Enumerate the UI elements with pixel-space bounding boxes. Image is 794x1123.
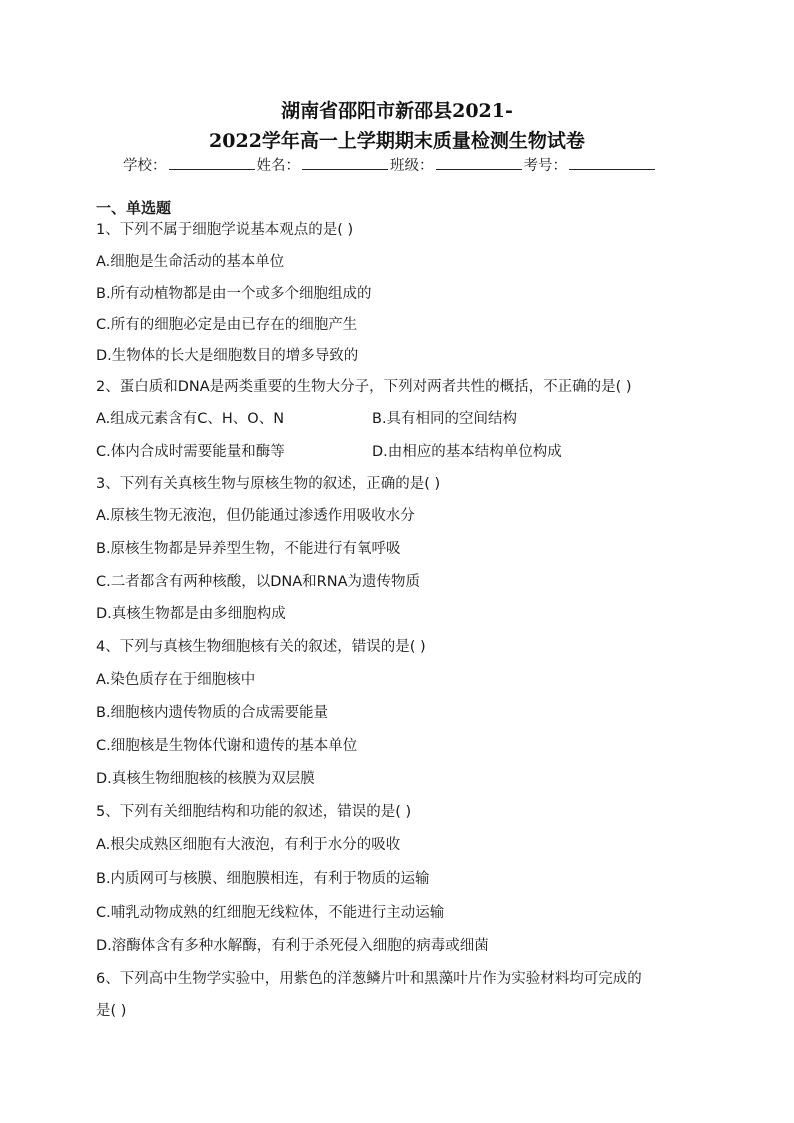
q4-option-b: B.细胞核内遗传物质的合成需要能量 [96, 705, 329, 721]
q4-stem: 4、下列与真核生物细胞核有关的叙述，错误的是( ) [96, 639, 426, 655]
q4-option-c: C.细胞核是生物体代谢和遗传的基本单位 [96, 738, 358, 754]
q3-option-d: D.真核生物都是由多细胞构成 [96, 606, 286, 622]
q1-option-a: A.细胞是生命活动的基本单位 [96, 254, 285, 270]
q5-option-b: B.内质网可与核膜、细胞膜相连，有利于物质的运输 [96, 871, 430, 887]
q1-option-c: C.所有的细胞必定是由已存在的细胞产生 [96, 317, 358, 333]
q1-stem: 1、下列不属于细胞学说基本观点的是( ) [96, 222, 354, 238]
student-info-row [123, 154, 657, 175]
q2-option-c: C.体内合成时需要能量和酶等 [96, 444, 285, 460]
q4-option-a: A.染色质存在于细胞核中 [96, 672, 256, 688]
name-label: 姓名： [256, 158, 300, 174]
q4-option-d: D.真核生物细胞核的核膜为双层膜 [96, 771, 315, 787]
school-blank[interactable] [169, 155, 255, 170]
exam-no-label: 考号： [523, 158, 567, 174]
school-label: 学校： [123, 158, 167, 174]
q5-stem: 5、下列有关细胞结构和功能的叙述，错误的是( ) [96, 804, 412, 820]
exam-title-line2: 2022学年高一上学期期末质量检测生物试卷 [209, 130, 585, 152]
q1-option-d: D.生物体的长大是细胞数目的增多导致的 [96, 348, 359, 364]
q2-option-a: A.组成元素含有C、H、O、N [96, 411, 285, 427]
exam-no-blank[interactable] [569, 155, 655, 170]
class-label: 班级： [390, 158, 434, 174]
q2-option-d: D.由相应的基本结构单位构成 [372, 444, 562, 460]
q3-stem: 3、下列有关真核生物与原核生物的叙述，正确的是( ) [96, 476, 441, 492]
q3-option-b: B.原核生物都是异养型生物，不能进行有氧呼吸 [96, 541, 401, 557]
q3-option-a: A.原核生物无液泡，但仍能通过渗透作用吸收水分 [96, 508, 415, 524]
q6-stem-line2: 是( ) [96, 1003, 127, 1019]
q2-stem: 2、蛋白质和DNA是两类重要的生物大分子，下列对两者共性的概括，不正确的是( ) [96, 379, 632, 395]
q1-option-b: B.所有动植物都是由一个或多个细胞组成的 [96, 286, 372, 302]
q5-option-d: D.溶酶体含有多种水解酶，有利于杀死侵入细胞的病毒或细菌 [96, 938, 489, 954]
q5-option-c: C.哺乳动物成熟的红细胞无线粒体，不能进行主动运输 [96, 905, 445, 921]
class-blank[interactable] [436, 155, 522, 170]
name-blank[interactable] [302, 155, 388, 170]
q5-option-a: A.根尖成熟区细胞有大液泡，有利于水分的吸收 [96, 837, 401, 853]
q2-option-b: B.具有相同的空间结构 [372, 411, 518, 427]
exam-title-line1: 湖南省邵阳市新邵县2021- [281, 100, 513, 122]
q6-stem-line1: 6、下列高中生物学实验中，用紫色的洋葱鳞片叶和黑藻叶片作为实验材料均可完成的 [96, 971, 642, 987]
q3-option-c: C.二者都含有两种核酸，以DNA和RNA为遗传物质 [96, 574, 421, 590]
section-heading: 一、单选题 [96, 199, 172, 217]
